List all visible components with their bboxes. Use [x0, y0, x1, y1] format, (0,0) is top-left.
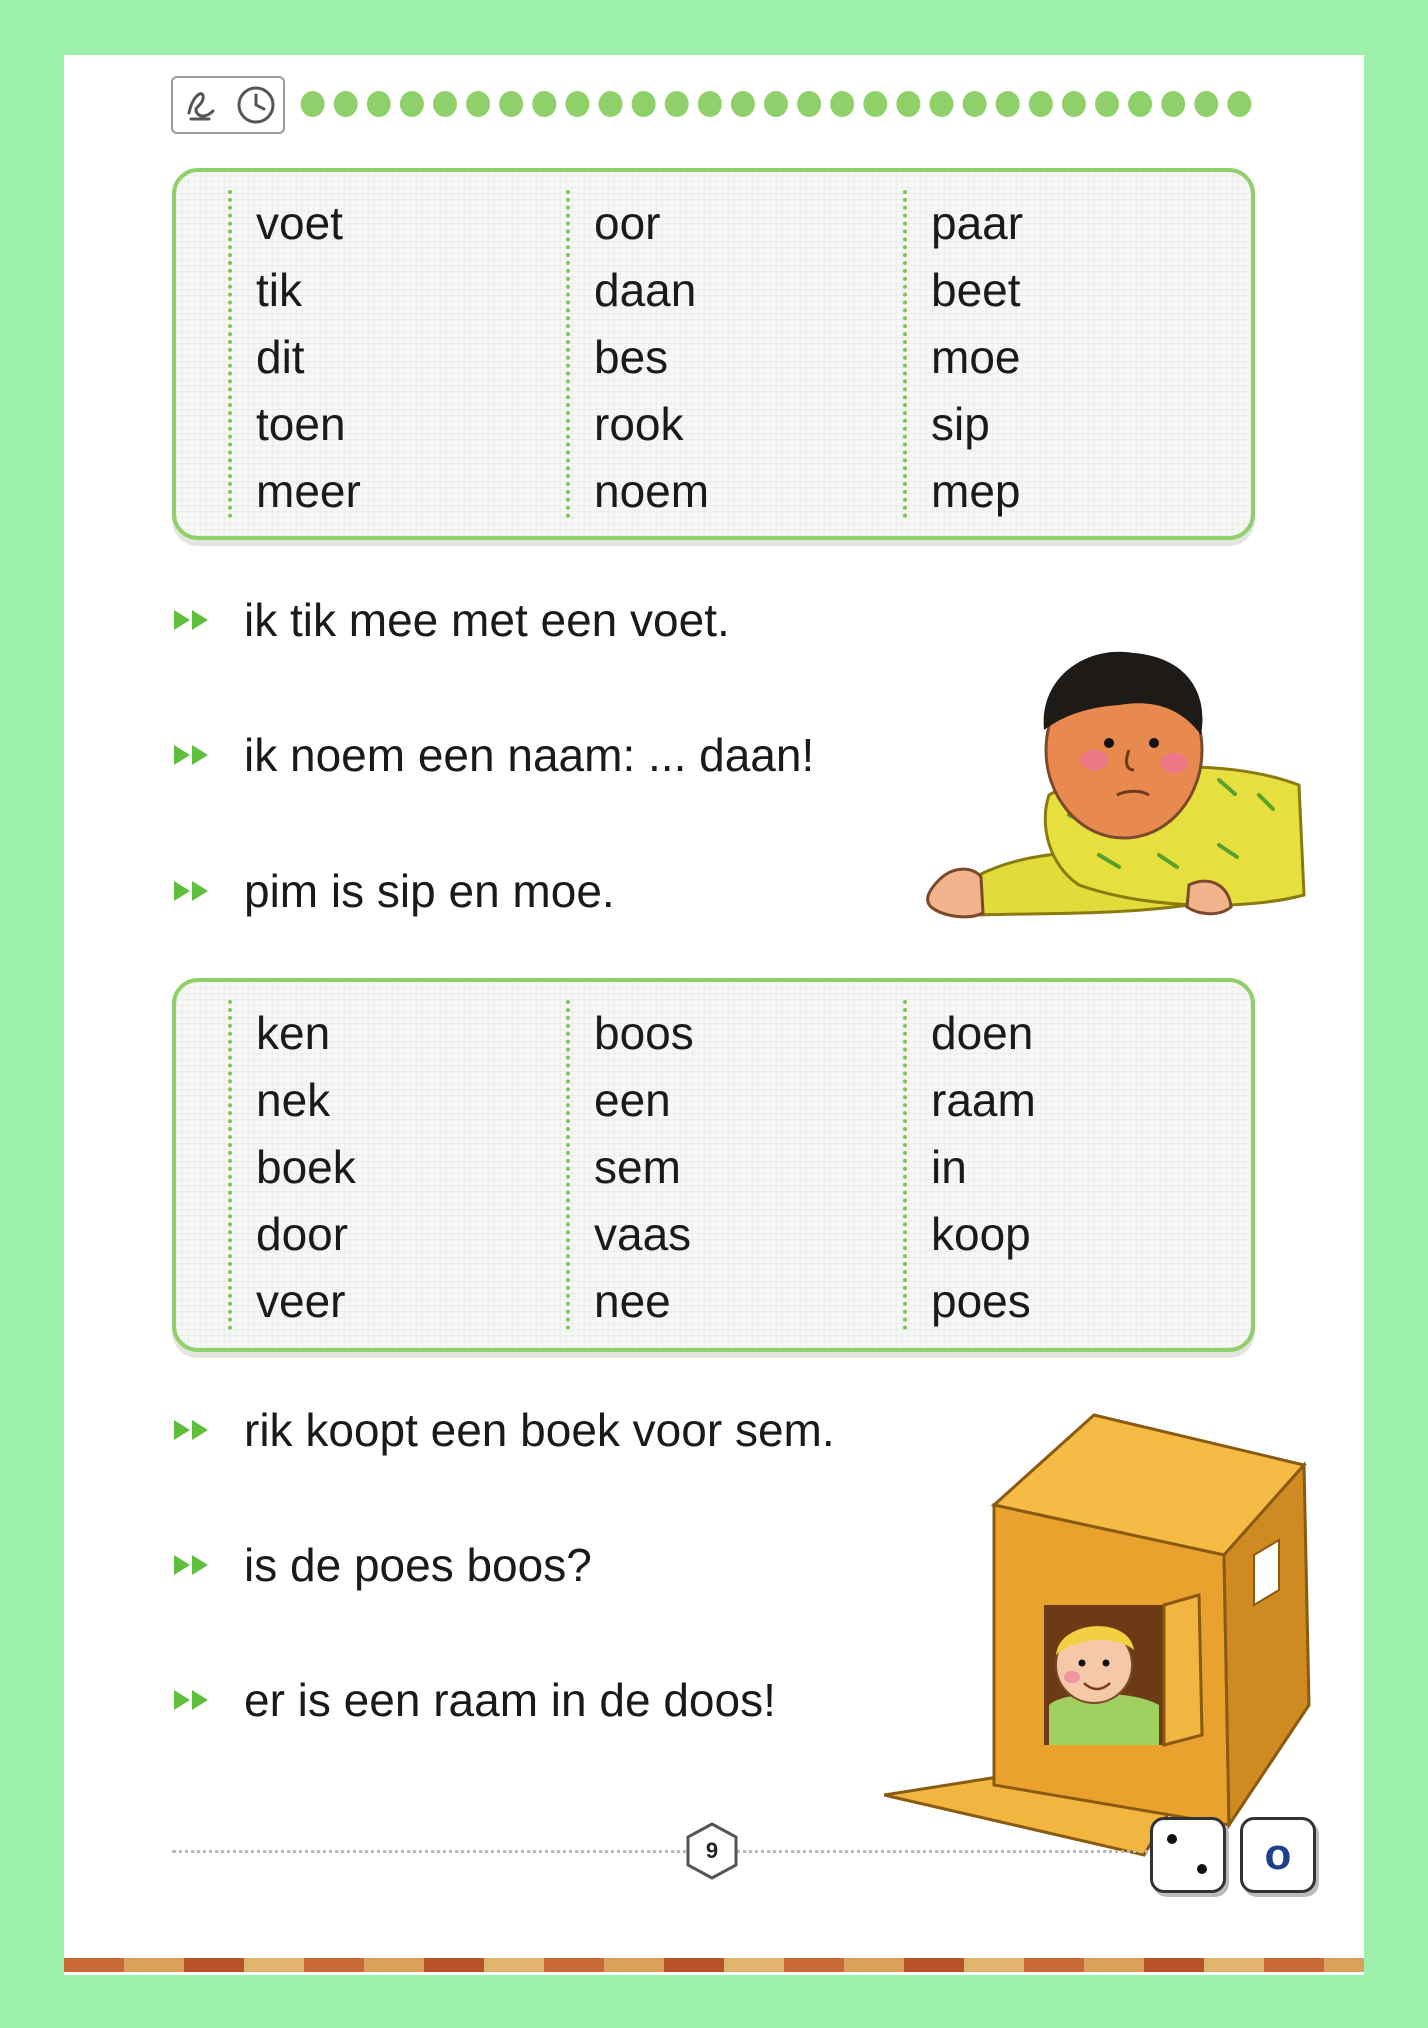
word-list-box-2: [172, 978, 1255, 1352]
decorative-dot: [930, 91, 954, 117]
word: poes: [931, 1275, 1031, 1327]
word-column-3: [903, 190, 1023, 518]
word: bes: [594, 331, 669, 383]
double-arrow-icon: [172, 1686, 218, 1714]
decorative-dot: [963, 91, 987, 117]
word: door: [256, 1208, 349, 1260]
decorative-dot: [400, 91, 424, 117]
word: koop: [931, 1208, 1031, 1260]
decorative-dot: [1029, 91, 1053, 117]
double-arrow-icon: [172, 1416, 218, 1444]
word-list-box-1: [172, 168, 1255, 540]
sentence-line: [172, 725, 814, 785]
sentence-line: [172, 1670, 776, 1730]
word: raam: [931, 1074, 1036, 1126]
word: dit: [256, 331, 305, 383]
double-arrow-icon: [172, 741, 218, 769]
decorative-dot: [863, 91, 887, 117]
double-arrow-icon: [172, 606, 218, 634]
decorative-dot: [996, 91, 1020, 117]
page-number: 9: [705, 1838, 719, 1863]
decorative-dot: [797, 91, 821, 117]
dice-pip: [1197, 1864, 1207, 1874]
sentence-text: ik tik mee met een voet.: [244, 594, 730, 646]
word: mep: [931, 465, 1021, 517]
decorative-dot: [367, 91, 391, 117]
decorative-dot: [896, 91, 920, 117]
word: vaas: [594, 1208, 692, 1260]
sentence-text: pim is sip en moe.: [244, 865, 615, 917]
writing-figure-icon: [179, 83, 223, 127]
decorative-dot: [1194, 91, 1218, 117]
word-column-3: [903, 1000, 1036, 1330]
activity-icons: [171, 76, 285, 134]
sentence-line: [172, 861, 615, 921]
word: boek: [256, 1141, 356, 1193]
decorative-dot: [466, 91, 490, 117]
decorative-dot: [565, 91, 589, 117]
decorative-dot: [532, 91, 556, 117]
decorative-dot: [830, 91, 854, 117]
word-column-2: [566, 190, 709, 518]
double-arrow-icon: [172, 1551, 218, 1579]
word-column-1: [228, 1000, 356, 1330]
sentence-text: rik koopt een boek voor sem.: [244, 1404, 835, 1456]
word: ken: [256, 1007, 331, 1059]
word: in: [931, 1141, 967, 1193]
word-column-1: [228, 190, 361, 518]
word: oor: [594, 197, 661, 249]
decorative-dot: [499, 91, 523, 117]
word-column-2: [566, 1000, 694, 1330]
word: moe: [931, 331, 1021, 383]
sentence-line: [172, 1400, 835, 1460]
cardboard-box-illustration: [884, 1405, 1324, 1865]
decorative-dot-row: [296, 89, 1256, 119]
word: rook: [594, 398, 684, 450]
word: beet: [931, 264, 1021, 316]
word: voet: [256, 197, 343, 249]
sad-boy-illustration: [919, 645, 1319, 945]
dice-pip: [1167, 1834, 1177, 1844]
word: veer: [256, 1275, 346, 1327]
decorative-dot: [433, 91, 457, 117]
word: nee: [594, 1275, 671, 1327]
sentence-line: [172, 1535, 592, 1595]
decorative-dot: [1227, 91, 1251, 117]
sentence-text: is de poes boos?: [244, 1539, 592, 1591]
word: doen: [931, 1007, 1034, 1059]
word: paar: [931, 197, 1024, 249]
word: boos: [594, 1007, 694, 1059]
sentence-line: [172, 590, 730, 650]
decorative-dot: [334, 91, 358, 117]
decorative-dot: [1062, 91, 1086, 117]
word: noem: [594, 465, 710, 517]
decorative-dot: [1161, 91, 1185, 117]
clock-icon: [234, 83, 278, 127]
decorative-dot: [1095, 91, 1119, 117]
word: sip: [931, 398, 990, 450]
decorative-dot: [301, 91, 325, 117]
workbook-page: [64, 55, 1364, 1975]
word: nek: [256, 1074, 331, 1126]
decorative-dot: [731, 91, 755, 117]
decorative-dot: [599, 91, 623, 117]
sentence-text: er is een raam in de doos!: [244, 1674, 776, 1726]
double-arrow-icon: [172, 877, 218, 905]
letter-tile: o: [1240, 1817, 1316, 1893]
decorative-dot: [632, 91, 656, 117]
sentence-text: ik noem een naam: ... daan!: [244, 729, 815, 781]
word: tik: [256, 264, 302, 316]
decorative-dot: [665, 91, 689, 117]
word: een: [594, 1074, 671, 1126]
word: meer: [256, 465, 361, 517]
word: toen: [256, 398, 346, 450]
page-number-badge: [684, 1821, 740, 1881]
page-bottom-strip: [64, 1958, 1364, 1972]
decorative-dot: [1128, 91, 1152, 117]
decorative-dot: [764, 91, 788, 117]
decorative-dot: [698, 91, 722, 117]
dice-icon: [1150, 1817, 1226, 1893]
word: daan: [594, 264, 697, 316]
word: sem: [594, 1141, 681, 1193]
